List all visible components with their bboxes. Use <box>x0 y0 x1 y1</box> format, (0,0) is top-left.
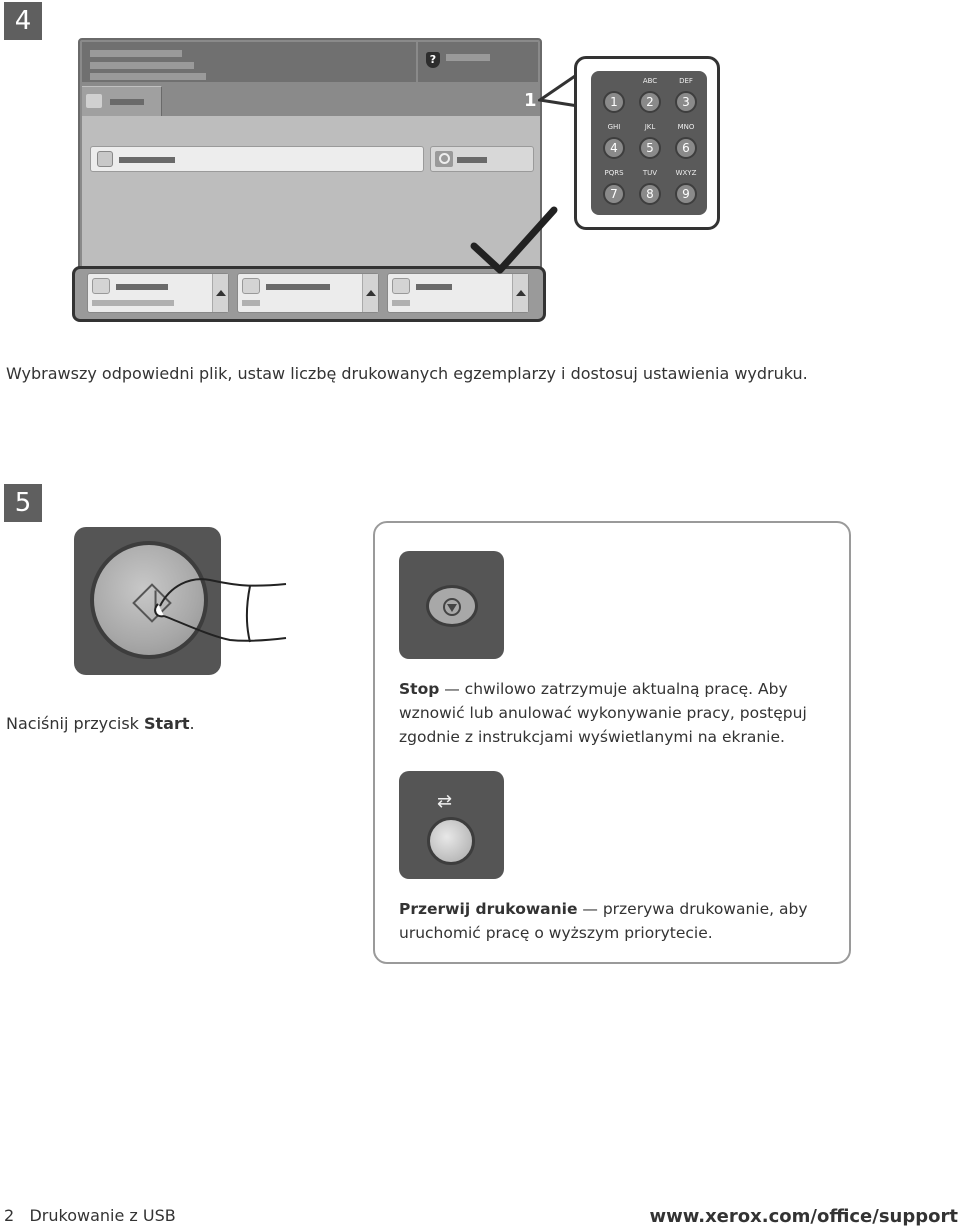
setting-icon <box>392 278 410 294</box>
key-6[interactable]: 6 <box>675 137 697 159</box>
interrupt-button-illustration <box>399 771 504 879</box>
stop-button-illustration <box>399 551 504 659</box>
checkmark-icon <box>470 204 560 276</box>
footer-url[interactable]: www.xerox.com/office/support <box>649 1206 958 1227</box>
control-panel-screen <box>78 38 542 324</box>
setting-button-3[interactable] <box>387 273 529 313</box>
stop-button[interactable] <box>426 585 478 627</box>
caption-suffix: . <box>189 714 195 733</box>
file-field[interactable] <box>90 146 424 172</box>
status-line <box>90 62 194 69</box>
interrupt-icon: ⇄ <box>437 791 453 812</box>
search-button[interactable] <box>430 146 534 172</box>
step-5-caption <box>6 714 195 733</box>
key-4[interactable]: 4 <box>603 137 625 159</box>
key-3[interactable]: 3 <box>675 91 697 113</box>
stop-text: — chwilowo zatrzymuje aktualną pracę. Aby wznowić lub anulować wykonywanie pracy, postępuj zgodnie z instrukcjami wyświetlanymi na ekranie. <box>399 680 807 746</box>
keypad-callout <box>574 56 720 230</box>
setting-icon <box>92 278 110 294</box>
help-label <box>446 54 490 61</box>
page-number: 2 <box>4 1206 15 1225</box>
setting-button-2[interactable] <box>237 273 379 313</box>
interrupt-text: — przerywa drukowanie, aby uruchomić pracę o wyższym priorytecie. <box>399 900 808 942</box>
hand-icon <box>150 566 290 652</box>
key-2[interactable]: 2 <box>639 91 661 113</box>
key-letters: GHI <box>607 123 621 131</box>
arrow-up-icon[interactable] <box>212 274 228 312</box>
help-button[interactable] <box>418 42 538 82</box>
printer-icon <box>86 94 102 108</box>
key-letters: JKL <box>644 123 656 131</box>
key-7[interactable]: 7 <box>603 183 625 205</box>
setting-value <box>92 300 174 306</box>
key-letters: TUV <box>642 169 658 177</box>
arrow-up-icon[interactable] <box>512 274 528 312</box>
step-4-caption: Wybrawszy odpowiedni plik, ustaw liczbę drukowanych egzemplarzy i dostosuj ustawienia wydruku. <box>6 364 808 383</box>
search-label <box>457 157 487 163</box>
interrupt-description <box>399 897 839 945</box>
status-line <box>90 50 182 57</box>
caption-bold: Start <box>144 714 190 733</box>
file-label <box>119 157 175 163</box>
section-title: Drukowanie z USB <box>29 1206 176 1225</box>
caption-text: Naciśnij przycisk <box>6 714 144 733</box>
tab-label <box>110 99 144 105</box>
key-letters: WXYZ <box>675 169 697 177</box>
question-lock-icon: ? <box>426 52 440 68</box>
setting-label <box>266 284 330 290</box>
checkbox-icon[interactable] <box>97 151 113 167</box>
setting-label <box>416 284 452 290</box>
stop-icon <box>443 598 461 616</box>
magnifier-icon <box>435 151 453 167</box>
key-9[interactable]: 9 <box>675 183 697 205</box>
status-line <box>90 73 206 80</box>
key-letters: ABC <box>642 77 658 85</box>
key-8[interactable]: 8 <box>639 183 661 205</box>
key-5[interactable]: 5 <box>639 137 661 159</box>
setting-value <box>392 300 410 306</box>
footer-page <box>4 1206 176 1225</box>
key-1[interactable]: 1 <box>603 91 625 113</box>
key-letters: PQRS <box>604 169 624 177</box>
stop-label: Stop <box>399 680 440 698</box>
status-bar <box>82 42 416 82</box>
stop-description <box>399 677 839 749</box>
setting-label <box>116 284 168 290</box>
interrupt-button[interactable] <box>427 817 475 865</box>
setting-button-1[interactable] <box>87 273 229 313</box>
step-4-badge: 4 <box>4 2 42 40</box>
key-letters: DEF <box>679 77 693 85</box>
step-5-badge: 5 <box>4 484 42 522</box>
interrupt-label: Przerwij drukowanie <box>399 900 578 918</box>
copy-counter: 1 <box>524 90 537 111</box>
tab-print[interactable] <box>82 86 162 116</box>
document-icon <box>242 278 260 294</box>
key-letters: MNO <box>677 123 695 131</box>
numeric-keypad <box>591 71 707 215</box>
setting-value <box>242 300 260 306</box>
info-box <box>373 521 851 964</box>
arrow-up-icon[interactable] <box>362 274 378 312</box>
